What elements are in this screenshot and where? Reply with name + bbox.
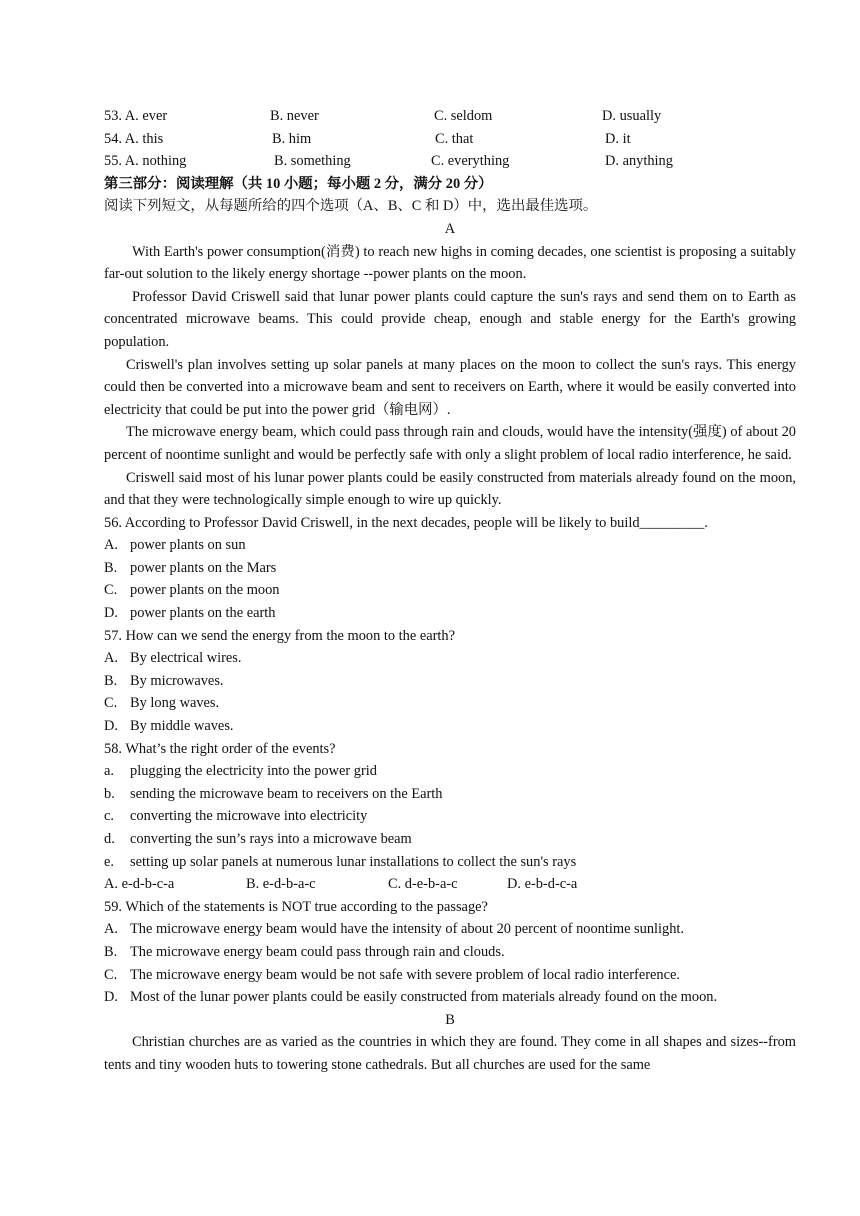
option-58-d: D. e-b-d-c-a [507, 876, 578, 893]
question-59-option [104, 986, 796, 1009]
question-57-option [104, 670, 796, 693]
question-55-options [104, 150, 796, 173]
option-53-a: 53. A. ever [104, 108, 168, 124]
question-59-option [104, 918, 796, 941]
section-heading: 第三部分：阅读理解（共 10 小题；每小题 2 分，满分 20 分） [104, 175, 493, 192]
question-59-stem: 59. Which of the statements is NOT true according to the passage? [104, 898, 488, 915]
event-marker: e. [104, 853, 114, 870]
option-text: By middle waves. [130, 718, 234, 735]
event-text: converting the microwave into electricity [130, 808, 368, 825]
option-marker: A. [104, 650, 118, 667]
exam-page [104, 105, 796, 1077]
option-58-b: B. e-d-b-a-c [246, 876, 316, 893]
option-marker: C. [104, 966, 118, 983]
option-marker: A. [104, 921, 118, 938]
question-53-options [104, 105, 796, 128]
passage-a-paragraph: With Earth's power consumption(消费) to reach new highs in coming decades, one scientist is proposing a suitably far-out solution to the likely energy shortage --power plants on the moon. [104, 243, 796, 283]
option-marker: B. [104, 943, 118, 960]
option-text: By microwaves. [130, 672, 224, 689]
passage-b-paragraph: Christian churches are as varied as the countries in which they are found. They come in all shapes and sizes--from tents and tiny wooden huts to towering stone cathedrals. But all churches are used for the same [104, 1034, 796, 1073]
question-58-options [104, 873, 796, 896]
passage-b-label: B [445, 1011, 455, 1028]
option-text: Most of the lunar power plants could be easily constructed from materials already found on the moon. [130, 989, 718, 1006]
event-text: plugging the electricity into the power grid [130, 763, 377, 780]
passage-a-paragraph: Criswell said most of his lunar power plants could be easily constructed from materials already found on the moon, and that they were technologically simple enough to wire up quickly. [104, 469, 796, 509]
question-58-event [104, 851, 796, 874]
question-58-stem: 58. What’s the right order of the events? [104, 740, 336, 757]
question-57-option [104, 647, 796, 670]
event-marker: b. [104, 785, 115, 802]
option-marker: B. [104, 559, 118, 576]
question-57-option [104, 692, 796, 715]
event-marker: d. [104, 831, 115, 847]
event-marker: a. [104, 763, 114, 780]
question-56-option [104, 534, 796, 557]
option-55-c: C. everything [431, 153, 510, 170]
option-53-b: B. never [270, 108, 319, 124]
option-text: power plants on the moon [130, 582, 280, 599]
event-text: sending the microwave beam to receivers on the Earth [130, 785, 443, 802]
option-53-d: D. usually [602, 108, 662, 124]
option-text: By electrical wires. [130, 650, 242, 667]
option-text: The microwave energy beam would be not safe with severe problem of local radio interference. [130, 966, 680, 983]
question-59-option [104, 941, 796, 964]
option-marker: D. [104, 989, 118, 1006]
option-marker: C. [104, 695, 118, 712]
option-text: power plants on sun [130, 537, 246, 554]
option-54-d: D. it [605, 130, 631, 147]
question-59-option [104, 964, 796, 987]
question-56-option [104, 557, 796, 580]
option-marker: D. [104, 605, 118, 622]
question-57-stem: 57. How can we send the energy from the moon to the earth? [104, 627, 455, 644]
passage-a-paragraph: Criswell's plan involves setting up solar panels at many places on the moon to collect the sun's rays. This energy could then be converted into a microwave beam and sent to receivers on Earth, where it would be easily converted into electricity that could be put into the power grid（输电网）. [104, 356, 796, 418]
option-54-c: C. that [435, 130, 474, 147]
option-text: power plants on the earth [130, 605, 276, 622]
section-instructions: 阅读下列短文，从每题所给的四个选项（A、B、C 和 D）中，选出最佳选项。 [104, 198, 598, 215]
question-56-option [104, 602, 796, 625]
option-text: The microwave energy beam would have the intensity of about 20 percent of noontime sunlight. [130, 921, 685, 938]
option-54-a: 54. A. this [104, 130, 164, 147]
option-54-b: B. him [272, 130, 312, 147]
option-55-b: B. something [274, 153, 351, 170]
option-58-a: A. e-d-b-c-a [104, 876, 175, 893]
passage-a-paragraph: The microwave energy beam, which could pass through rain and clouds, would have the intensity(强度) of about 20 percent of noontime sunlight and would be perfectly safe with only a slight problem of local radio interference, he said. [104, 424, 796, 463]
option-marker: A. [104, 537, 118, 554]
event-text: setting up solar panels at numerous lunar installations to collect the sun's rays [130, 853, 577, 870]
option-53-c: C. seldom [434, 108, 493, 124]
question-58-event [104, 828, 796, 851]
passage-a-label: A [444, 220, 456, 237]
question-54-options [104, 128, 796, 151]
question-56-stem: 56. According to Professor David Criswell, in the next decades, people will be likely to build_________. [104, 514, 708, 531]
option-text: power plants on the Mars [130, 559, 277, 576]
option-text: The microwave energy beam could pass through rain and clouds. [130, 943, 505, 960]
option-58-c: C. d-e-b-a-c [388, 876, 458, 893]
option-55-a: 55. A. nothing [104, 153, 187, 170]
question-58-event [104, 760, 796, 783]
option-55-d: D. anything [605, 153, 673, 170]
question-58-event [104, 805, 796, 828]
event-marker: c. [104, 808, 114, 825]
passage-a-paragraph: Professor David Criswell said that lunar power plants could capture the sun's rays and send them on to Earth as concentrated microwave beams. This could provide cheap, enough and stable energy for the Earth's growing population. [104, 288, 796, 350]
question-57-option [104, 715, 796, 738]
question-58-event [104, 783, 796, 806]
question-56-option [104, 579, 796, 602]
option-marker: C. [104, 582, 118, 599]
event-text: converting the sun’s rays into a microwave beam [130, 831, 412, 847]
option-marker: D. [104, 718, 118, 735]
option-marker: B. [104, 672, 118, 689]
option-text: By long waves. [130, 695, 220, 712]
